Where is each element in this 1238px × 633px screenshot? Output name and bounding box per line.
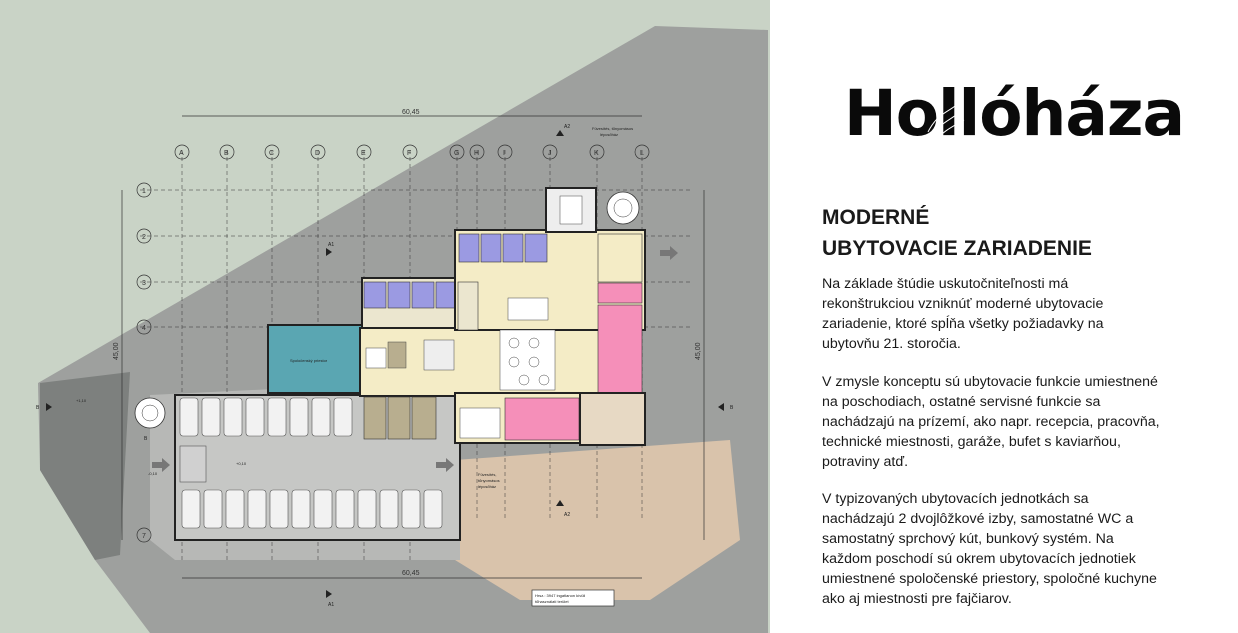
room-hall-label: Spoločenský priestor (290, 358, 328, 363)
section-b-mid: B (144, 436, 148, 442)
dimension-right-label: 45,00 (695, 342, 702, 360)
column-label: C (269, 150, 275, 157)
section-a1-top: A1 (328, 242, 335, 248)
row-label: 3 (142, 280, 146, 287)
headline (822, 202, 1092, 264)
raven-logo-icon (920, 92, 968, 150)
level-mark: +0,10 (236, 461, 247, 466)
section-a2-bottom: A2 (564, 512, 571, 518)
note-top-line1: Füvesítés, tűnyomásos (592, 126, 634, 131)
column-label: H (474, 150, 480, 157)
row-label: 7 (142, 533, 146, 540)
rooms-purple-left (364, 282, 456, 308)
paragraph-1: Na základe štúdie uskutočniteľnosti má rekonštrukciou vzniknúť moderné ubytovacie zariadenie, ktoré spĺňa všetky požiadavky na ubytovňu 21. storočia. (822, 276, 1104, 352)
callout-line1: Hrsz.: 3947 ingatlanon kívüli (535, 593, 586, 598)
column-label: G (454, 150, 460, 157)
column-label: L (640, 150, 644, 157)
row-label: 4 (142, 325, 146, 332)
headline-line1: MODERNÉ (822, 206, 930, 229)
column-label: F (407, 150, 412, 157)
column-label: I (503, 150, 505, 157)
note-mid-line3: lépcsőház (478, 484, 497, 489)
rooms-purple-right (459, 234, 547, 262)
dimension-top-label: 60,45 (402, 109, 420, 116)
note-mid-line1: Füvesítés, (478, 472, 497, 477)
paragraph-2: V zmysle konceptu sú ubytovacie funkcie umiestnené na poschodiach, ostatné servisné funkcie sa nachádzajú na prízemí, ako napr. recepcia, pracovňa, technické miestnosti, garáže, bufet s kaviarňou, potraviny atď. (822, 374, 1160, 470)
column-label: B (224, 150, 229, 157)
section-a2-top: A2 (564, 124, 571, 130)
column-label: D (315, 150, 321, 157)
row-label: 1 (142, 188, 146, 195)
callout-line2: tűhasználati terület (535, 599, 569, 604)
paragraph-3: V typizovaných ubytovacích jednotkách sa nachádzajú 2 dvojlôžkové izby, samostatné WC a samostatný sprchový kút, bunkový systém. Na každom poschodí sú okrem ubytovacích jednotiek umiestnené spoločenské priestory, spoločné kuchyne ako aj miestnosti pre fajčiarov. (822, 491, 1157, 607)
column-label: E (361, 150, 366, 157)
text-panel (770, 0, 1238, 633)
brand-title: Hollóháza (844, 77, 1185, 150)
section-b-right: B (730, 405, 734, 411)
note-mid-line2: tűnyomásos (478, 478, 500, 483)
column-label: A (179, 150, 184, 157)
dimension-left-label: 45,00 (113, 342, 120, 360)
headline-line2: UBYTOVACIE ZARIADENIE (822, 237, 1092, 260)
dimension-bottom-label: 60,45 (402, 570, 420, 577)
column-label: K (594, 150, 599, 157)
level-mark: -0,10 (148, 471, 158, 476)
column-label: J (548, 150, 552, 157)
section-b-left: B (36, 405, 40, 411)
section-a1-bottom: A1 (328, 602, 335, 608)
note-top-line2: lépcsőház (600, 132, 619, 137)
row-label: 2 (142, 234, 146, 241)
level-mark: +1,10 (76, 398, 87, 403)
